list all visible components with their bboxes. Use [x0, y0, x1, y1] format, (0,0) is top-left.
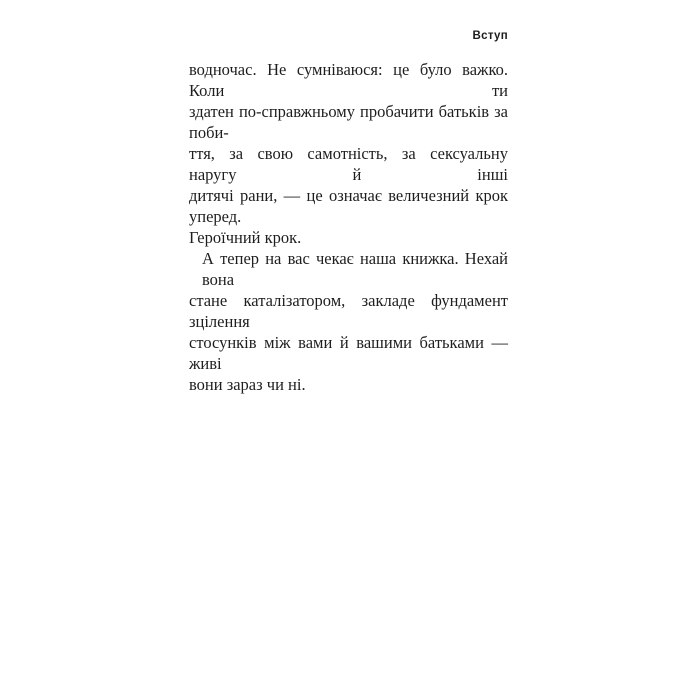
text-column — [189, 59, 508, 395]
text-line: стосунків між вами й вашими батьками — живі — [189, 333, 508, 373]
text-line: дитячі рани, — це означає величезний крок уперед. — [189, 186, 508, 226]
text-line: стане каталізатором, закладе фундамент зцілення — [189, 291, 508, 331]
running-head: Вступ — [472, 30, 508, 42]
running-head-row — [189, 26, 508, 44]
text-line: вони зараз чи ні. — [189, 375, 306, 394]
text-line: ття, за свою самотність, за сексуальну наругу й інші — [189, 144, 508, 184]
text-line: Героїчний крок. — [189, 228, 302, 247]
paragraph — [189, 59, 508, 248]
text-line: А тепер на вас чекає наша книжка. Нехай вона — [202, 249, 508, 289]
paragraph — [189, 248, 508, 395]
text-line: водночас. Не сумніваюся: це було важко. Коли ти — [189, 60, 508, 100]
text-line: здатен по-справжньому пробачити батьків за поби- — [189, 102, 508, 142]
